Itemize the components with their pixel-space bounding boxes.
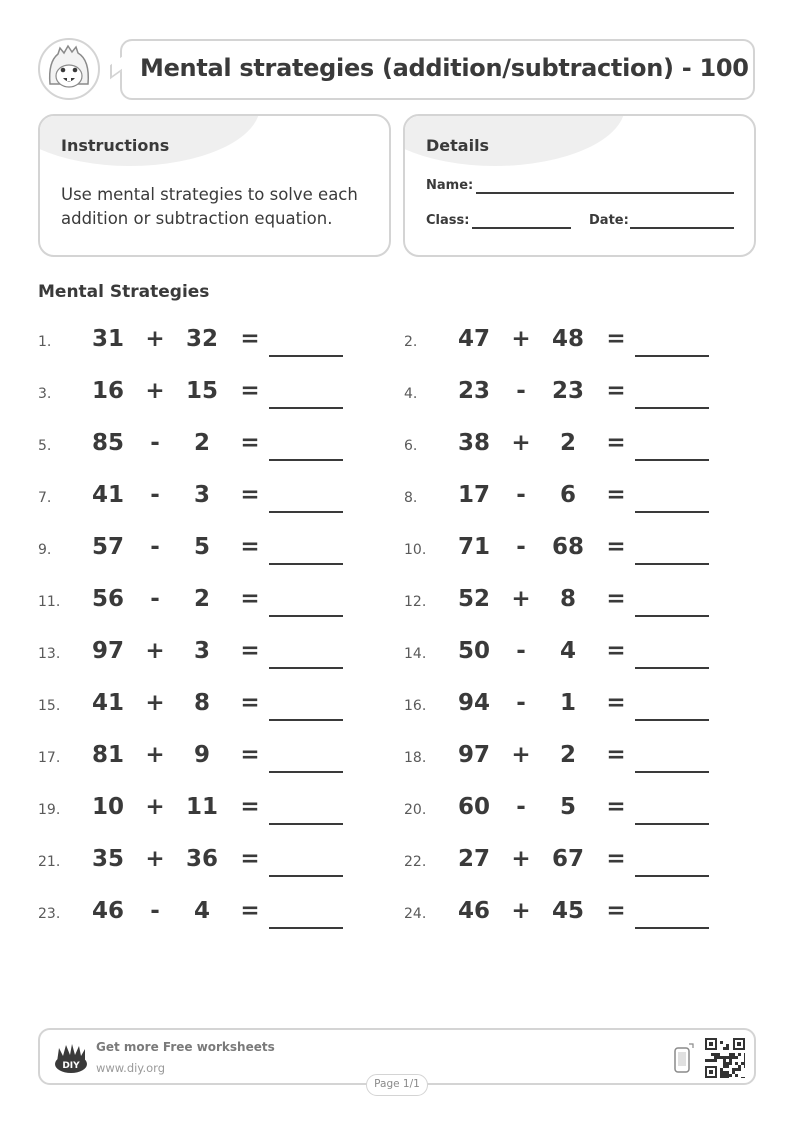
first-operand: 81 — [91, 742, 124, 768]
second-operand: 45 — [551, 898, 584, 924]
answer-field[interactable] — [269, 823, 343, 825]
page-title: Mental strategies (addition/subtraction) - 100 — [140, 54, 749, 82]
answer-field[interactable] — [635, 511, 709, 513]
instructions-panel — [38, 114, 391, 257]
first-operand: 52 — [457, 586, 490, 612]
second-operand: 5 — [559, 794, 576, 820]
footer-url-link[interactable]: www.diy.org — [96, 1061, 165, 1075]
diy-logo-icon — [53, 1042, 89, 1074]
equals-sign: = — [240, 326, 260, 352]
first-operand: 94 — [457, 690, 490, 716]
question-number: 19. — [38, 802, 61, 818]
question-number: 16. — [404, 698, 427, 714]
name-field[interactable] — [476, 192, 734, 194]
answer-field[interactable] — [635, 407, 709, 409]
operator-sign: - — [516, 534, 526, 560]
equals-sign: = — [240, 586, 260, 612]
second-operand: 23 — [551, 378, 584, 404]
equals-sign: = — [606, 586, 626, 612]
instructions-title: Instructions — [61, 136, 170, 155]
operator-sign: - — [150, 430, 160, 456]
answer-field[interactable] — [269, 511, 343, 513]
details-title: Details — [426, 136, 490, 155]
answer-field[interactable] — [269, 927, 343, 929]
operator-sign: - — [150, 482, 160, 508]
second-operand: 9 — [193, 742, 210, 768]
equals-sign: = — [606, 534, 626, 560]
equals-sign: = — [240, 378, 260, 404]
operator-sign: + — [145, 742, 165, 768]
question-number: 8. — [404, 490, 418, 506]
first-operand: 60 — [457, 794, 490, 820]
title-box — [120, 39, 755, 100]
operator-sign: + — [145, 846, 165, 872]
question-number: 21. — [38, 854, 61, 870]
operator-sign: + — [145, 638, 165, 664]
first-operand: 10 — [91, 794, 124, 820]
class-label: Class: — [426, 213, 470, 228]
first-operand: 57 — [91, 534, 124, 560]
section-title: Mental Strategies — [38, 282, 210, 302]
second-operand: 3 — [193, 482, 210, 508]
second-operand: 48 — [551, 326, 584, 352]
answer-field[interactable] — [269, 719, 343, 721]
class-field[interactable] — [472, 227, 571, 229]
first-operand: 47 — [457, 326, 490, 352]
second-operand: 8 — [559, 586, 576, 612]
second-operand: 5 — [193, 534, 210, 560]
first-operand: 46 — [91, 898, 124, 924]
second-operand: 15 — [185, 378, 218, 404]
second-operand: 2 — [193, 430, 210, 456]
details-panel — [403, 114, 756, 257]
equals-sign: = — [240, 690, 260, 716]
first-operand: 17 — [457, 482, 490, 508]
first-operand: 46 — [457, 898, 490, 924]
qr-code-icon[interactable] — [705, 1038, 745, 1078]
equals-sign: = — [240, 846, 260, 872]
equals-sign: = — [240, 638, 260, 664]
second-operand: 3 — [193, 638, 210, 664]
first-operand: 16 — [91, 378, 124, 404]
date-field[interactable] — [630, 227, 734, 229]
first-operand: 23 — [457, 378, 490, 404]
question-number: 12. — [404, 594, 427, 610]
answer-field[interactable] — [635, 355, 709, 357]
equals-sign: = — [240, 430, 260, 456]
operator-sign: - — [516, 638, 526, 664]
question-number: 15. — [38, 698, 61, 714]
second-operand: 32 — [185, 326, 218, 352]
first-operand: 97 — [457, 742, 490, 768]
answer-field[interactable] — [269, 407, 343, 409]
operator-sign: - — [150, 534, 160, 560]
operator-sign: - — [516, 690, 526, 716]
operator-sign: + — [145, 378, 165, 404]
question-number: 2. — [404, 334, 418, 350]
second-operand: 2 — [559, 430, 576, 456]
answer-field[interactable] — [269, 355, 343, 357]
question-number: 13. — [38, 646, 61, 662]
operator-sign: - — [150, 898, 160, 924]
equals-sign: = — [240, 534, 260, 560]
second-operand: 67 — [551, 846, 584, 872]
question-number: 6. — [404, 438, 418, 454]
operator-sign: + — [511, 586, 531, 612]
question-number: 23. — [38, 906, 61, 922]
first-operand: 97 — [91, 638, 124, 664]
question-number: 22. — [404, 854, 427, 870]
equals-sign: = — [606, 846, 626, 872]
equals-sign: = — [606, 482, 626, 508]
second-operand: 1 — [559, 690, 576, 716]
answer-field[interactable] — [635, 563, 709, 565]
question-number: 3. — [38, 386, 52, 402]
second-operand: 2 — [193, 586, 210, 612]
logo-text: DIY — [62, 1061, 80, 1071]
operator-sign: + — [511, 846, 531, 872]
equals-sign: = — [606, 742, 626, 768]
first-operand: 27 — [457, 846, 490, 872]
question-number: 14. — [404, 646, 427, 662]
answer-field[interactable] — [635, 927, 709, 929]
second-operand: 4 — [193, 898, 210, 924]
question-number: 5. — [38, 438, 52, 454]
equals-sign: = — [240, 742, 260, 768]
question-number: 4. — [404, 386, 418, 402]
second-operand: 11 — [185, 794, 218, 820]
operator-sign: + — [511, 742, 531, 768]
second-operand: 6 — [559, 482, 576, 508]
question-number: 11. — [38, 594, 61, 610]
question-number: 20. — [404, 802, 427, 818]
equals-sign: = — [606, 898, 626, 924]
question-number: 17. — [38, 750, 61, 766]
first-operand: 85 — [91, 430, 124, 456]
name-label: Name: — [426, 178, 474, 193]
answer-field[interactable] — [269, 875, 343, 877]
second-operand: 2 — [559, 742, 576, 768]
yeti-mascot-icon — [38, 38, 100, 100]
first-operand: 31 — [91, 326, 124, 352]
equals-sign: = — [606, 690, 626, 716]
equals-sign: = — [240, 794, 260, 820]
question-number: 9. — [38, 542, 52, 558]
operator-sign: + — [511, 430, 531, 456]
second-operand: 8 — [193, 690, 210, 716]
equals-sign: = — [606, 794, 626, 820]
operator-sign: - — [516, 794, 526, 820]
first-operand: 50 — [457, 638, 490, 664]
second-operand: 68 — [551, 534, 584, 560]
answer-field[interactable] — [269, 771, 343, 773]
first-operand: 71 — [457, 534, 490, 560]
equals-sign: = — [606, 430, 626, 456]
question-number: 7. — [38, 490, 52, 506]
first-operand: 35 — [91, 846, 124, 872]
operator-sign: - — [150, 586, 160, 612]
first-operand: 41 — [91, 482, 124, 508]
question-number: 18. — [404, 750, 427, 766]
answer-field[interactable] — [269, 459, 343, 461]
footer-promo-text: Get more Free worksheets — [96, 1040, 275, 1054]
operator-sign: + — [511, 898, 531, 924]
instructions-body: Use mental strategies to solve each addition or subtraction equation. — [61, 185, 358, 228]
equals-sign: = — [606, 638, 626, 664]
equals-sign: = — [240, 482, 260, 508]
answer-field[interactable] — [635, 459, 709, 461]
equals-sign: = — [606, 378, 626, 404]
first-operand: 56 — [91, 586, 124, 612]
question-number: 10. — [404, 542, 427, 558]
phone-icon — [673, 1040, 695, 1074]
first-operand: 38 — [457, 430, 490, 456]
second-operand: 36 — [185, 846, 218, 872]
page-number: Page 1/1 — [366, 1074, 428, 1096]
operator-sign: + — [145, 690, 165, 716]
operator-sign: - — [516, 378, 526, 404]
answer-field[interactable] — [635, 615, 709, 617]
equals-sign: = — [240, 898, 260, 924]
answer-field[interactable] — [635, 875, 709, 877]
date-label: Date: — [589, 213, 629, 228]
equals-sign: = — [606, 326, 626, 352]
operator-sign: + — [511, 326, 531, 352]
answer-field[interactable] — [635, 823, 709, 825]
second-operand: 4 — [559, 638, 576, 664]
answer-field[interactable] — [635, 719, 709, 721]
answer-field[interactable] — [269, 563, 343, 565]
operator-sign: + — [145, 794, 165, 820]
operator-sign: + — [145, 326, 165, 352]
operator-sign: - — [516, 482, 526, 508]
first-operand: 41 — [91, 690, 124, 716]
answer-field[interactable] — [635, 667, 709, 669]
answer-field[interactable] — [269, 615, 343, 617]
answer-field[interactable] — [269, 667, 343, 669]
question-number: 24. — [404, 906, 427, 922]
answer-field[interactable] — [635, 771, 709, 773]
question-number: 1. — [38, 334, 52, 350]
